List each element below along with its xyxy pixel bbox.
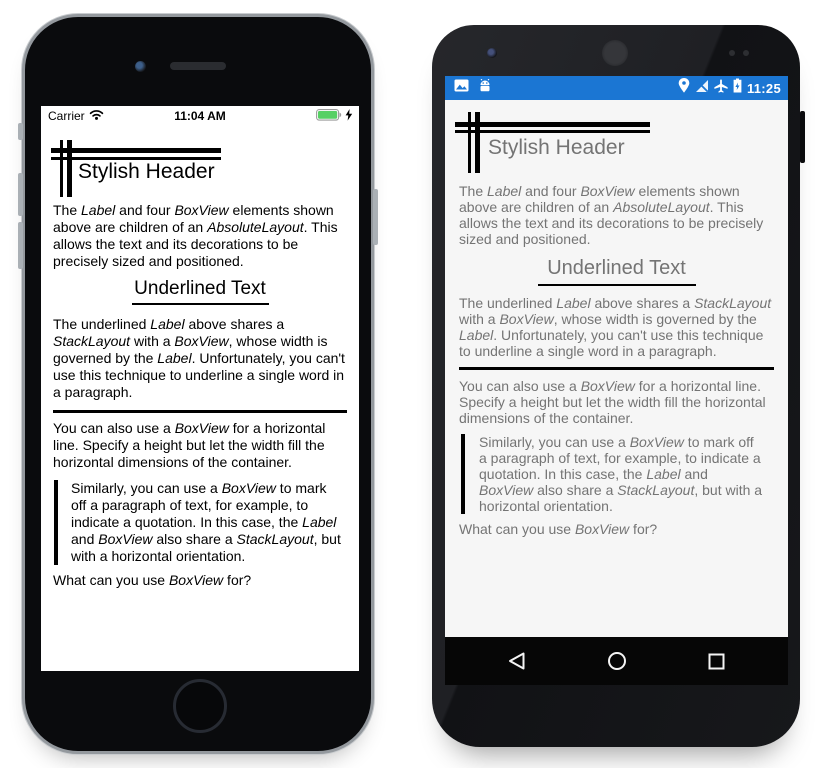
iphone-volume-up-button: [18, 173, 23, 216]
iphone-earpiece-speaker: [170, 62, 226, 70]
ios-clock: 11:04 AM: [174, 109, 226, 123]
paragraph-absolutelayout: The Label and four BoxView elements shown above are children of an AbsoluteLayout. This allows the text and its decorations to be precisely sized and positioned.: [53, 202, 338, 269]
home-circle-icon[interactable]: [604, 648, 630, 674]
horizontal-thick-boxview: [51, 148, 221, 153]
android-earpiece-speaker: [602, 40, 628, 66]
closing-question: What can you use BoxView for?: [459, 521, 658, 537]
recents-square-icon[interactable]: [704, 648, 730, 674]
quotation-block: Similarly, you can use a BoxView to mark off a paragraph of text, for example, to indicate a quotation. In this case, the Label and BoxView also share a StackLayout, but with a horizontal orientation.: [461, 434, 774, 514]
android-screen: [445, 76, 788, 685]
ios-status-bar: [41, 106, 359, 126]
paragraph-underline-technique: The underlined Label above shares a StackLayout with a BoxView, whose width is governed by the Label. Unfortunately, you can't use this technique to underline a single word in a paragraph.: [53, 316, 345, 400]
paragraph-horizontal-line: You can also use a BoxView for a horizontal line. Specify a height but let the width fill the horizontal dimensions of the container.: [459, 378, 766, 426]
airplane-mode-icon: [714, 79, 728, 98]
iphone-screen: [41, 106, 359, 671]
android-proximity-sensor: [729, 50, 735, 56]
carrier-label: Carrier: [48, 109, 85, 123]
stylish-header-label: Stylish Header: [488, 136, 625, 159]
horizontal-thick-boxview: [455, 122, 650, 127]
android-device-frame: [432, 25, 800, 747]
back-triangle-icon[interactable]: [504, 648, 530, 674]
android-status-bar: [445, 76, 788, 100]
quotation-block: Similarly, you can use a BoxView to mark off a paragraph of text, for example, to indicate a quotation. In this case, the Label and BoxView also share a StackLayout, but with a horizontal orientation.: [54, 480, 347, 565]
paragraph-underline-technique: The underlined Label above shares a StackLayout with a BoxView, whose width is governed by the Label. Unfortunately, you can't use this technique to underline a single word in a paragraph.: [459, 295, 772, 359]
iphone-home-button[interactable]: [173, 679, 227, 733]
no-signal-icon: [695, 79, 709, 98]
iphone-front-camera: [135, 61, 146, 72]
underlined-text-heading: Underlined Text: [134, 278, 266, 299]
stylish-header-decoration: [53, 132, 347, 200]
battery-charging-icon: [733, 78, 742, 98]
android-mascot-icon: [478, 79, 492, 97]
paragraph-horizontal-line: You can also use a BoxView for a horizontal line. Specify a height but let the width fill the horizontal dimensions of the container.: [53, 420, 326, 470]
underline-boxview: [538, 284, 696, 286]
horizontal-thin-boxview: [455, 130, 650, 133]
iphone-device-frame: [22, 14, 374, 754]
closing-question: What can you use BoxView for?: [53, 572, 252, 588]
underlined-text-heading: Underlined Text: [547, 257, 686, 279]
paragraph-absolutelayout: The Label and four BoxView elements shown above are children of an AbsoluteLayout. This allows the text and its decorations to be precisely sized and positioned.: [459, 183, 764, 247]
android-power-button: [800, 111, 805, 163]
iphone-volume-down-button: [18, 222, 23, 269]
iphone-mute-switch: [18, 123, 23, 140]
location-pin-icon: [678, 78, 690, 98]
ios-app-content: [41, 132, 359, 589]
android-app-content: [445, 100, 788, 637]
android-front-camera: [487, 48, 497, 58]
android-light-sensor: [743, 50, 749, 56]
horizontal-rule-boxview: [459, 367, 774, 370]
android-navigation-bar: [445, 637, 788, 685]
stylish-header-decoration: [459, 100, 774, 183]
android-clock: 11:25: [746, 80, 781, 96]
horizontal-rule-boxview: [53, 410, 347, 413]
underline-boxview: [132, 303, 269, 305]
iphone-power-button: [373, 189, 378, 245]
image-notification-icon: [454, 79, 469, 97]
stylish-header-label: Stylish Header: [78, 160, 215, 183]
